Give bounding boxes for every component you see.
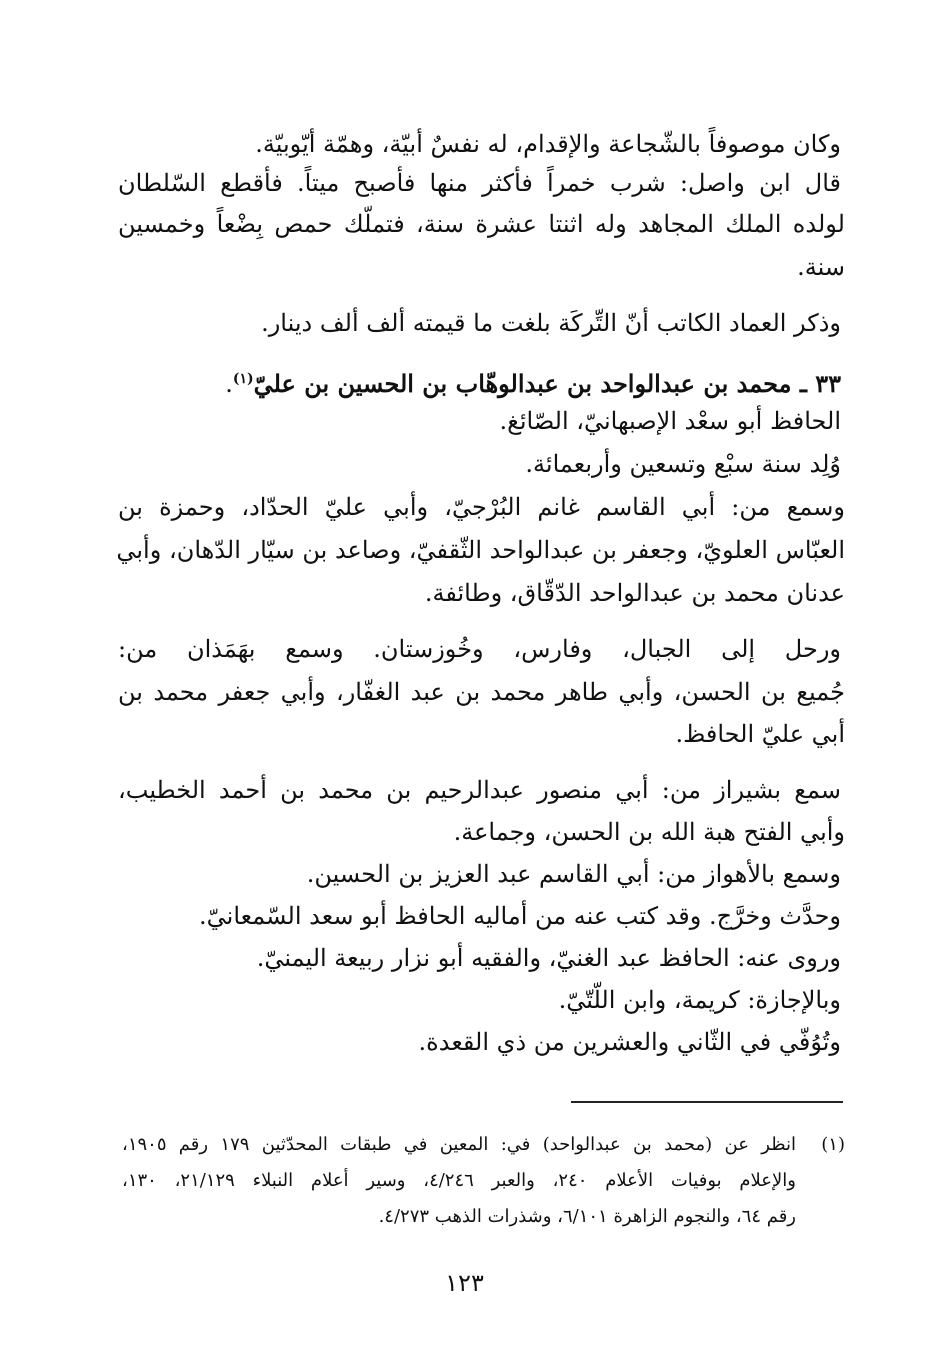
text-line: العبّاس العلويّ، وجعفر بن عبدالواحد الثّقفيّ، وصاعد بن سيّار الدّهان، وأبي bbox=[116, 536, 845, 564]
footnote-separator bbox=[571, 1101, 843, 1103]
entry-heading bbox=[225, 362, 841, 401]
text-line: لولده الملك المجاهد وله اثنتا عشرة سنة، فتملّك حمص بِضْعاً وخمسين bbox=[118, 210, 845, 238]
text-line: وسمع من: أبي القاسم غانم البُرْجيّ، وأبي عليّ الحدّاد، وحمزة بن bbox=[118, 493, 845, 521]
footnote-line: انظر عن (محمد بن عبدالواحد) في: المعين في طبقات المحدّثين ١٧٩ رقم ١٩٠٥، bbox=[122, 1134, 796, 1155]
text-line: الحافظ أبو سعْد الإصبهانيّ، الصّائغ. bbox=[499, 407, 841, 435]
text-line: عدنان محمد بن عبدالواحد الدّقّاق، وطائفة. bbox=[424, 579, 845, 607]
text-line: ورحل إلى الجبال، وفارس، وخُوزستان. وسمع بهَمَذان من: bbox=[118, 635, 841, 663]
text-line: جُميع بن الحسن، وأبي طاهر محمد بن عبد الغفّار، وأبي جعفر محمد بن bbox=[118, 678, 845, 706]
text-line: وُلِد سنة سبْع وتسعين وأربعمائة. bbox=[525, 450, 841, 478]
page-number: ١٢٣ bbox=[445, 1269, 484, 1297]
text-line: سنة. bbox=[797, 253, 845, 281]
entry-heading-text: ٣٣ ـ محمد بن عبدالواحد بن عبدالوهّاب بن الحسين بن عليّ bbox=[253, 369, 841, 398]
text-line: وكان موصوفاً بالشّجاعة والإقدام، له نفسٌ أبيّة، وهمّة أيّوبيّة. bbox=[255, 130, 841, 158]
footnote-reference: (١) bbox=[232, 371, 254, 387]
text-line: وأبي الفتح هبة الله بن الحسن، وجماعة. bbox=[453, 818, 845, 846]
footnote-line: والإعلام بوفيات الأعلام ٢٤٠، والعبر ٤/٢٤٦، وسير أعلام النبلاء ٢١/١٢٩، ١٣٠، bbox=[122, 1170, 797, 1191]
text-line: قال ابن واصل: شرب خمراً فأكثر منها فأصبح ميتاً. فأقطع السّلطان bbox=[118, 169, 841, 197]
text-line: وذكر العماد الكاتب أنّ التِّركَة بلغت ما قيمته ألف ألف دينار. bbox=[261, 309, 841, 337]
footnote-number: (١) bbox=[821, 1134, 845, 1155]
text-line: وسمع بالأهواز من: أبي القاسم عبد العزيز بن الحسين. bbox=[306, 860, 841, 888]
text-line: سمع بشيراز من: أبي منصور عبدالرحيم بن محمد بن أحمد الخطيب، bbox=[118, 776, 841, 804]
text-line: وروى عنه: الحافظ عبد الغنيّ، والفقيه أبو نزار ربيعة اليمنيّ. bbox=[256, 944, 841, 972]
text-line: وبالإجازة: كريمة، وابن اللّتّيّ. bbox=[558, 986, 841, 1014]
footnote-line: رقم ٦٤، والنجوم الزاهرة ٦/١٠١، وشذرات الذهب ٤/٢٧٣. bbox=[378, 1206, 796, 1227]
text-line: وتُوُفّي في الثّاني والعشرين من ذي القعدة. bbox=[418, 1028, 841, 1056]
text-line: وحدَّث وخرَّج. وقد كتب عنه من أماليه الحافظ أبو سعد السّمعانيّ. bbox=[199, 902, 841, 930]
text-line: أبي عليّ الحافظ. bbox=[675, 720, 845, 748]
heading-end: . bbox=[225, 370, 233, 398]
